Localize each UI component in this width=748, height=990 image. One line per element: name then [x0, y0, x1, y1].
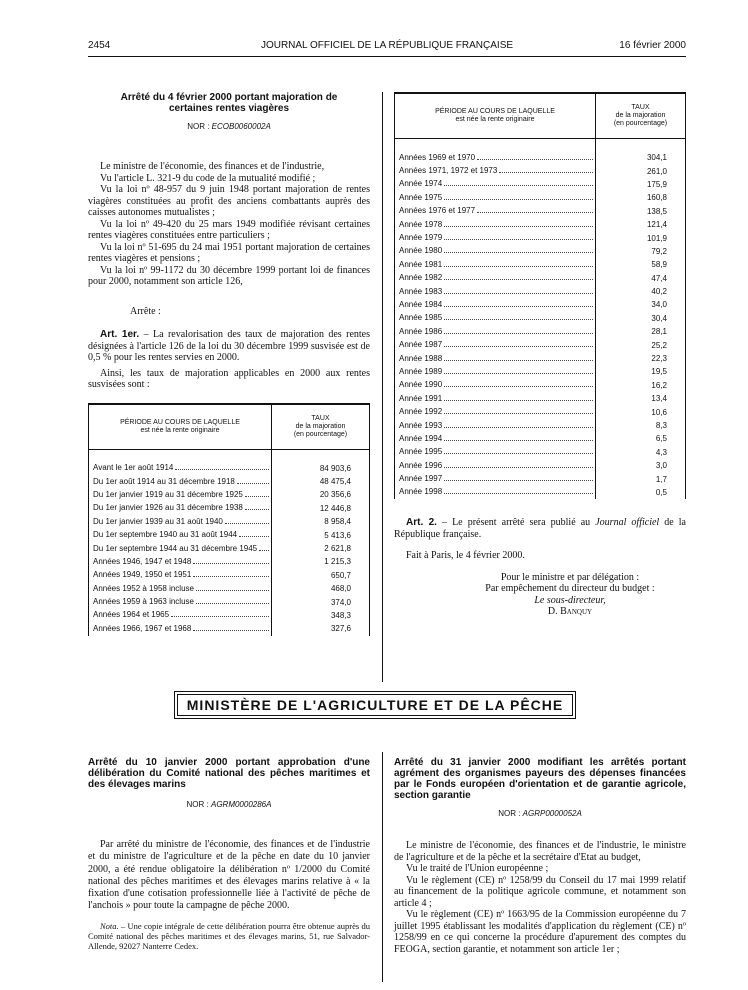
rate-value: 101,9	[596, 231, 686, 244]
table-row	[395, 405, 686, 418]
period-cell	[89, 542, 272, 555]
visa-block	[394, 840, 686, 955]
article-2-text: – Le présent arrêté sera publié au	[436, 517, 596, 529]
rate-value: 13,4	[596, 392, 686, 405]
rate-value: 3,0	[596, 459, 686, 472]
dot-leader	[193, 563, 269, 564]
rate-value: 650,7	[272, 569, 370, 582]
nor-code: ECOB0060002A	[211, 122, 271, 131]
visa-paragraph: Vu la loi nº 48-957 du 9 juin 1948 portant majoration de rentes viagères constituées au profit des anciens combattants auprès des caisses autonomes mutualistes ;	[88, 184, 370, 218]
table-row	[89, 569, 370, 582]
period-label: Année 1986	[399, 326, 443, 336]
dot-leader	[225, 523, 269, 524]
period-cell	[395, 419, 596, 432]
dot-leader	[444, 480, 593, 481]
table-row	[89, 449, 370, 475]
rate-value: 304,1	[596, 139, 686, 165]
visa-paragraph: Vu le traité de l'Union européenne ;	[406, 863, 549, 874]
period-cell	[395, 272, 596, 285]
period-label: Avant le 1er août 1914	[93, 463, 174, 473]
period-label: Du 1er août 1914 au 31 décembre 1918	[93, 476, 235, 486]
period-label: Année 1989	[399, 366, 443, 376]
dot-leader	[444, 400, 593, 401]
nota-label: Nota.	[100, 920, 119, 931]
table-row	[395, 432, 686, 445]
period-cell	[89, 475, 272, 488]
period-cell	[395, 472, 596, 485]
dot-leader	[193, 630, 269, 631]
dot-leader	[444, 199, 593, 200]
header-rule	[88, 56, 686, 57]
period-cell	[89, 582, 272, 595]
period-label: Années 1949, 1950 et 1951	[93, 570, 192, 580]
period-label: Année 1975	[399, 192, 443, 202]
rate-value: 16,2	[596, 379, 686, 392]
dot-leader	[444, 360, 593, 361]
table-row	[395, 191, 686, 204]
article-2-text: de la République française.	[394, 517, 686, 540]
dot-leader	[444, 226, 593, 227]
rate-value: 4,3	[596, 446, 686, 459]
period-cell	[89, 515, 272, 528]
nor-reference	[88, 122, 370, 131]
table-row	[395, 419, 686, 432]
period-cell	[395, 139, 596, 165]
period-label: Années 1971, 1972 et 1973	[399, 166, 498, 176]
dot-leader	[239, 536, 269, 537]
rate-value: 121,4	[596, 218, 686, 231]
period-cell	[89, 609, 272, 622]
rate-value: 22,3	[596, 352, 686, 365]
period-cell	[395, 285, 596, 298]
nota-text: – Une copie intégrale de cette délibération pourra être obtenue auprès du Comité national des pêches maritimes et des élevages marins, 51, rue Salvador-Allende, 92027 Nanterre Cedex.	[88, 920, 370, 951]
table-row	[395, 446, 686, 459]
period-label: Du 1er septembre 1940 au 31 août 1944	[93, 530, 238, 540]
dot-leader	[444, 252, 593, 253]
period-cell	[89, 622, 272, 635]
arrete-label: Arrête :	[130, 305, 161, 317]
period-label: Du 1er septembre 1944 au 31 décembre 1945	[93, 543, 258, 553]
arrete-title: Arrêté du 10 janvier 2000 portant approbation d'une délibération du Comité national des pêches maritimes et des élevages marins	[88, 757, 370, 790]
rate-header-line: (en pourcentage)	[293, 430, 348, 438]
period-cell	[89, 569, 272, 582]
table-row	[89, 502, 370, 515]
dot-leader	[444, 346, 593, 347]
rate-header-line: (en pourcentage)	[613, 120, 668, 127]
rate-value: 8 958,4	[272, 515, 370, 528]
dot-leader	[444, 306, 593, 307]
table-row	[395, 379, 686, 392]
period-label: Années 1976 et 1977	[399, 206, 476, 216]
page-number: 2454	[88, 40, 111, 51]
visa-paragraph: Vu l'article L. 321-9 du code de la mutualité modifié ;	[100, 172, 316, 184]
table-row	[89, 475, 370, 488]
dot-leader	[477, 159, 593, 160]
period-label: Année 1979	[399, 233, 443, 243]
dot-leader	[444, 493, 593, 494]
period-label: Année 1978	[399, 219, 443, 229]
period-label: Du 1er janvier 1939 au 31 août 1940	[93, 516, 223, 526]
rate-value: 79,2	[596, 245, 686, 258]
period-cell	[395, 245, 596, 258]
journal-officiel-ref: Journal officiel	[595, 517, 660, 529]
table-row	[89, 609, 370, 622]
dot-leader	[171, 616, 269, 617]
signature-line: Pour le ministre et par délégation :	[500, 571, 640, 583]
dot-leader	[444, 279, 593, 280]
visa-paragraph: Vu la loi nº 51-695 du 24 mai 1951 portant majoration de certaines rentes viagères et pensions ;	[88, 241, 370, 264]
period-header-line: PÉRIODE AU COURS DE LAQUELLE	[120, 418, 240, 426]
rate-value: 6,5	[596, 432, 686, 445]
period-cell	[395, 312, 596, 325]
table-row	[395, 139, 686, 165]
rate-value: 5 413,6	[272, 528, 370, 541]
dot-leader	[444, 239, 593, 240]
period-cell	[89, 502, 272, 515]
nor-code: AGRP0000052A	[522, 809, 582, 818]
visa-paragraph: Vu le règlement (CE) nº 1258/99 du Conseil du 17 mai 1999 relatif au financement de la politique agricole commune, et notamment son article 4 ;	[394, 874, 686, 909]
period-cell	[395, 325, 596, 338]
table-row	[89, 582, 370, 595]
table-row	[395, 325, 686, 338]
period-cell	[395, 178, 596, 191]
period-label: Année 1993	[399, 420, 443, 430]
period-label: Années 1964 et 1965	[93, 610, 170, 620]
dot-leader	[499, 172, 593, 173]
table-row	[395, 365, 686, 378]
period-label: Année 1983	[399, 286, 443, 296]
signature-title: Le sous-directeur,	[534, 594, 606, 606]
arrete-feoga	[394, 757, 686, 955]
rate-value: 20 356,6	[272, 488, 370, 501]
arrete-rentes-left	[88, 92, 370, 636]
rate-value: 48 475,4	[272, 475, 370, 488]
rate-value: 34,0	[596, 298, 686, 311]
issue-date: 16 février 2000	[619, 40, 686, 51]
table-row	[395, 472, 686, 485]
period-header-line: est née la rente originaire	[455, 116, 535, 123]
period-cell	[395, 258, 596, 271]
journal-title: JOURNAL OFFICIEL DE LA RÉPUBLIQUE FRANÇAISE	[260, 40, 514, 51]
visa-paragraph: Le ministre de l'économie, des finances et de l'industrie,	[100, 161, 325, 172]
rate-value: 1 215,3	[272, 555, 370, 568]
table-row	[89, 595, 370, 608]
page-header	[88, 40, 686, 54]
article-2	[394, 517, 686, 540]
period-label: Année 1980	[399, 246, 443, 256]
dot-leader	[444, 440, 593, 441]
period-cell	[89, 449, 272, 475]
article-1	[88, 329, 370, 364]
period-cell	[395, 164, 596, 177]
dot-leader	[444, 293, 593, 294]
period-cell	[395, 338, 596, 351]
period-cell	[395, 405, 596, 418]
period-label: Années 1946, 1947 et 1948	[93, 556, 192, 566]
table-row	[395, 164, 686, 177]
dot-leader	[444, 467, 593, 468]
nor-code: AGRM0000286A	[210, 800, 272, 809]
fait-a-paris: Fait à Paris, le 4 février 2000.	[406, 550, 525, 562]
period-label: Année 1982	[399, 273, 443, 283]
signatory-name: D. Banquy	[547, 606, 593, 618]
rate-value: 19,5	[596, 365, 686, 378]
signature-block	[394, 572, 686, 618]
rate-value: 327,6	[272, 622, 370, 635]
article-2-label: Art. 2.	[406, 517, 437, 529]
period-label: Années 1966, 1967 et 1968	[93, 623, 192, 633]
dot-leader	[444, 185, 593, 186]
period-label: Année 1987	[399, 340, 443, 350]
table-row	[395, 272, 686, 285]
majoration-table-right	[394, 92, 686, 499]
period-label: Année 1991	[399, 393, 443, 403]
rate-value: 138,5	[596, 205, 686, 218]
table-row	[395, 298, 686, 311]
period-header-line: PÉRIODE AU COURS DE LAQUELLE	[435, 108, 555, 115]
table-row	[395, 205, 686, 218]
dot-leader	[444, 333, 593, 334]
period-cell	[395, 486, 596, 499]
rate-header-line: TAUX	[631, 104, 650, 111]
table-row	[395, 392, 686, 405]
period-cell	[395, 352, 596, 365]
nor-label: NOR :	[187, 122, 210, 131]
rate-header-line: de la majoration	[615, 112, 666, 119]
period-label: Année 1988	[399, 353, 443, 363]
period-label: Année 1998	[399, 487, 443, 497]
column-divider-bottom	[382, 752, 383, 982]
dot-leader	[477, 212, 593, 213]
table-row	[395, 178, 686, 191]
rate-value: 2 621,8	[272, 542, 370, 555]
table-row	[89, 555, 370, 568]
period-cell	[395, 191, 596, 204]
dot-leader	[444, 413, 593, 414]
period-cell	[89, 555, 272, 568]
table-row	[395, 285, 686, 298]
visa-block	[88, 161, 370, 288]
table-row	[395, 258, 686, 271]
rate-value: 348,3	[272, 609, 370, 622]
rate-value: 12 446,8	[272, 502, 370, 515]
table-row	[395, 245, 686, 258]
period-label: Année 1990	[399, 380, 443, 390]
period-cell	[395, 379, 596, 392]
table-row	[395, 218, 686, 231]
table-row	[89, 488, 370, 501]
period-cell	[395, 365, 596, 378]
table-row	[395, 486, 686, 499]
ministry-banner: MINISTÈRE DE L'AGRICULTURE ET DE LA PÊCHE	[174, 691, 576, 719]
period-cell	[395, 231, 596, 244]
table-row	[395, 231, 686, 244]
rate-value: 0,5	[596, 486, 686, 499]
rate-value: 160,8	[596, 191, 686, 204]
rate-value: 374,0	[272, 595, 370, 608]
period-label: Année 1997	[399, 474, 443, 484]
rate-value: 40,2	[596, 285, 686, 298]
table-row	[89, 622, 370, 635]
column-divider-top	[382, 92, 383, 682]
rate-value: 58,9	[596, 258, 686, 271]
period-label: Année 1981	[399, 259, 443, 269]
period-label: Année 1984	[399, 299, 443, 309]
dot-leader	[444, 386, 593, 387]
rate-value: 1,7	[596, 472, 686, 485]
table-row	[395, 312, 686, 325]
period-cell	[89, 528, 272, 541]
nor-reference	[394, 809, 686, 818]
article-1-text: – La revalorisation des taux de majoration des rentes désignées à l'article 126 de la loi du 30 décembre 1999 susvisée est de 0,5 % pour les rentes servies en 2000.	[88, 329, 370, 363]
period-cell	[395, 205, 596, 218]
dot-leader	[245, 509, 269, 510]
rate-value: 25,2	[596, 338, 686, 351]
period-cell	[395, 218, 596, 231]
rate-value: 84 903,6	[272, 449, 370, 475]
period-label: Années 1952 à 1958 incluse	[93, 583, 194, 593]
nota	[88, 921, 370, 951]
rate-value: 28,1	[596, 325, 686, 338]
signature-line: Par empêchement du directeur du budget :	[485, 583, 655, 595]
visa-paragraph: Vu le règlement (CE) nº 1663/95 de la Commission européenne du 7 juillet 1995 établissant les modalités d'application du règlement (CE) nº 1258/99 en ce qui concerne la procédure d'apurement des comptes du FEOGA, section garantie, et notamment son article 1er ;	[394, 909, 686, 955]
rate-value: 175,9	[596, 178, 686, 191]
table-row	[395, 338, 686, 351]
visa-paragraph: Vu la loi nº 49-420 du 25 mars 1949 modifiée révisant certaines rentes viagères constituées entre particuliers ;	[88, 218, 370, 241]
period-label: Années 1969 et 1970	[399, 152, 476, 162]
period-cell	[395, 432, 596, 445]
dot-leader	[444, 373, 593, 374]
period-cell	[395, 298, 596, 311]
period-label: Année 1974	[399, 179, 443, 189]
nor-label: NOR :	[498, 809, 521, 818]
visa-paragraph: Le ministre de l'économie, des finances et de l'industrie, le ministre de l'agriculture et de la pêche et la secrétaire d'Etat au budget,	[394, 840, 686, 863]
period-cell	[395, 446, 596, 459]
rate-header	[596, 93, 686, 139]
dot-leader	[237, 483, 269, 484]
table-row	[89, 542, 370, 555]
period-label: Année 1985	[399, 313, 443, 323]
period-header-line: est née la rente originaire	[140, 426, 220, 434]
dot-leader	[245, 496, 269, 497]
dot-leader	[444, 453, 593, 454]
period-label: Année 1995	[399, 447, 443, 457]
rate-value: 47,4	[596, 272, 686, 285]
period-label: Du 1er janvier 1926 au 31 décembre 1938	[93, 503, 243, 513]
rate-value: 261,0	[596, 164, 686, 177]
dot-leader	[196, 603, 269, 604]
rate-header	[272, 404, 370, 450]
arrete-title: Arrêté du 31 janvier 2000 modifiant les arrêtés portant agrément des organismes payeurs des dépenses financées par le Fonds européen d'orientation et de garantie agricole, section garantie	[394, 757, 686, 801]
rate-value: 8,3	[596, 419, 686, 432]
period-cell	[395, 459, 596, 472]
period-label: Année 1992	[399, 407, 443, 417]
table-row	[89, 515, 370, 528]
period-header	[395, 93, 596, 139]
period-cell	[395, 392, 596, 405]
ainsi-paragraph: Ainsi, les taux de majoration applicables en 2000 aux rentes susvisées sont :	[88, 367, 370, 390]
rate-value: 30,4	[596, 312, 686, 325]
arrete-rentes-right	[394, 92, 686, 618]
period-label: Années 1959 à 1963 incluse	[93, 597, 194, 607]
nor-label: NOR :	[186, 800, 209, 809]
visa-paragraph: Vu la loi nº 99-1172 du 30 décembre 1999 portant loi de finances pour 2000, notamment son article 126,	[88, 264, 370, 287]
table-row	[395, 352, 686, 365]
article-1-label: Art. 1er.	[100, 329, 140, 340]
period-cell	[89, 595, 272, 608]
rate-value: 10,6	[596, 405, 686, 418]
table-row	[395, 459, 686, 472]
period-label: Du 1er janvier 1919 au 31 décembre 1925	[93, 489, 243, 499]
period-label: Année 1996	[399, 460, 443, 470]
dot-leader	[444, 266, 593, 267]
period-header	[89, 404, 272, 450]
dot-leader	[196, 590, 269, 591]
arrete-title: Arrêté du 4 février 2000 portant majoration de certaines rentes viagères	[120, 92, 338, 114]
arrete-body: Par arrêté du ministre de l'économie, des finances et de l'industrie et du ministre de l'agriculture et de la pêche en date du 10 janvier 2000, a été rendue obligatoire la délibération nº 1/2000 du Comité national des pêches maritimes et des élevages marins relative à « la fixation d'une cotisation professionnelle liée à l'activité de pêche de l'anchois » pour toute la campagne de pêche 2000.	[88, 839, 370, 912]
period-cell	[89, 488, 272, 501]
nor-reference	[88, 800, 370, 809]
period-label: Année 1994	[399, 433, 443, 443]
arrete-peches	[88, 757, 370, 951]
majoration-table-left	[88, 403, 370, 636]
dot-leader	[444, 427, 593, 428]
dot-leader	[259, 550, 269, 551]
dot-leader	[175, 469, 269, 470]
rate-header-line: de la majoration	[295, 422, 346, 430]
dot-leader	[444, 319, 593, 320]
rate-header-line: TAUX	[311, 414, 330, 422]
rate-value: 468,0	[272, 582, 370, 595]
table-row	[89, 528, 370, 541]
dot-leader	[193, 576, 269, 577]
